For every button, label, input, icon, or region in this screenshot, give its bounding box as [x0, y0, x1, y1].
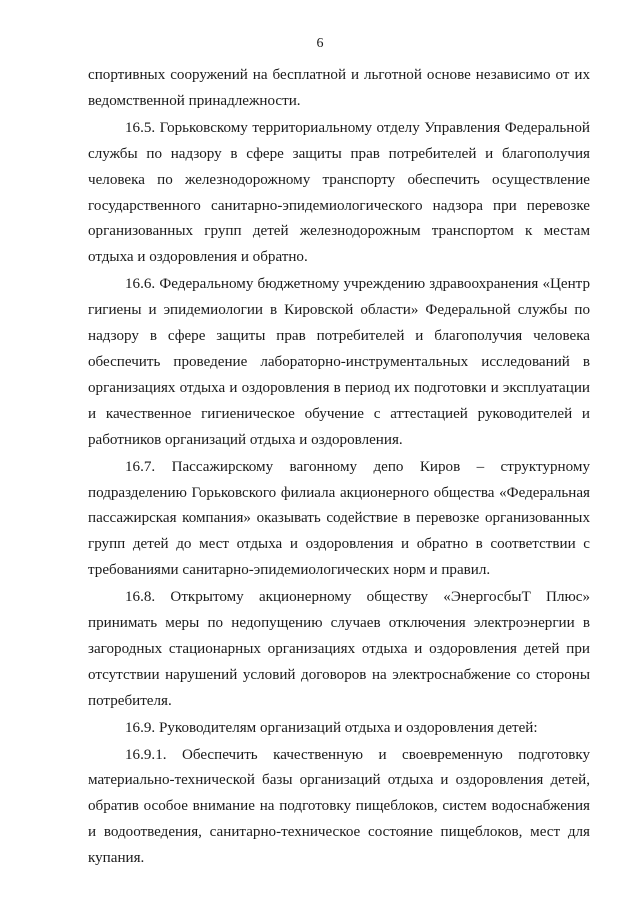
paragraph-continuation: спортивных сооружений на бесплатной и льготной основе независимо от их ведомственной принадлежности.	[88, 67, 590, 109]
paragraph-16-8: 16.8. Открытому акционерному обществу «ЭнергосбыТ Плюс» принимать меры по недопущению случаев отключения электроэнергии в загородных стационарных организациях отдыха и оздоровления детей при отсутствии нарушений условий договоров на электроснабжение со стороны потребителя.	[88, 589, 590, 709]
page-number: 6	[316, 36, 324, 51]
document-body	[88, 63, 590, 872]
paragraph-16-9: 16.9. Руководителям организаций отдыха и оздоровления детей:	[125, 719, 538, 736]
paragraph-16-9-1: 16.9.1. Обеспечить качественную и своевременную подготовку материально-технической базы организаций отдыха и оздоровления детей, обратив особое внимание на подготовку пищеблоков, систем водоснабжения и водоотведения, санитарно-техническое состояние пищеблоков, мест для купания.	[88, 746, 590, 867]
paragraph-16-7: 16.7. Пассажирскому вагонному депо Киров – структурному подразделению Горьковского филиала акционерного общества «Федеральная пассажирская компания» оказывать содействие в перевозке организованных групп детей до мест отдыха и оздоровления и обратно в соответствии с требованиями санитарно-эпидемиологических норм и правил.	[88, 458, 590, 579]
paragraph-16-6: 16.6. Федеральному бюджетному учреждению здравоохранения «Центр гигиены и эпидемиологии в Кировской области» Федеральной службы по надзору в сфере защиты прав потребителей и благополучия человека обеспечить проведение лабораторно-инструментальных исследований в организациях отдыха и оздоровления в период их подготовки и эксплуатации и качественное гигиеническое обучение с аттестацией руководителей и работников организаций отдыха и оздоровления.	[88, 276, 590, 448]
paragraph-16-5: 16.5. Горьковскому территориальному отделу Управления Федеральной службы по надзору в сфере защиты прав потребителей и благополучия человека по железнодорожному транспорту обеспечить осуществление государственного санитарно-эпидемиологического надзора при перевозке организованных групп детей железнодорожным транспортом к местам отдыха и оздоровления и обратно.	[88, 119, 590, 266]
